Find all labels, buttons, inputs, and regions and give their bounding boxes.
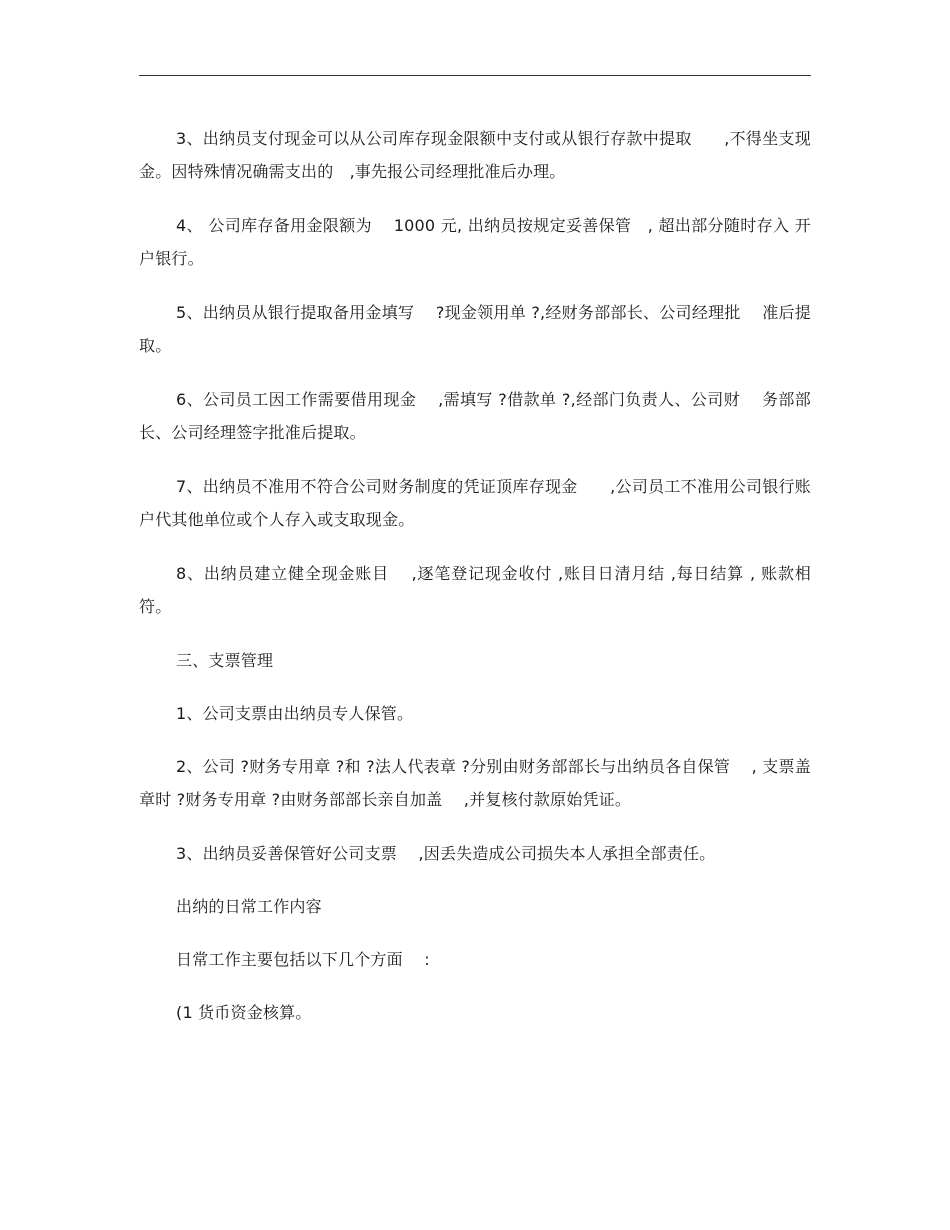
paragraph-withdraw-petty-cash: 5、出纳员从银行提取备用金填写 ?现金领用单 ?,经财务部部长、公司经理批 准后提取。: [139, 303, 811, 355]
paragraph-cash-payment: 3、出纳员支付现金可以从公司库存现金限额中支付或从银行存款中提取 ,不得坐支现金。因特殊情况确需支出的 ,事先报公司经理批准后办理。: [139, 129, 811, 181]
paragraph-check-custody: 1、公司支票由出纳员专人保管。: [176, 704, 414, 723]
header-rule: [139, 75, 811, 76]
paragraph-cash-ledger: 8、出纳员建立健全现金账目 ,逐笔登记现金收付 ,账目日清月结 ,每日结算 , 账款相符。: [139, 564, 811, 616]
section-heading-check-management: 三、支票管理: [176, 651, 274, 670]
paragraph-employee-borrow: 6、公司员工因工作需要借用现金 ,需填写 ?借款单 ?,经部门负责人、公司财 务部部长、公司经理签字批准后提取。: [139, 390, 811, 442]
document-body: [139, 122, 811, 1049]
paragraph-daily-work-intro: 日常工作主要包括以下几个方面 :: [176, 950, 430, 969]
paragraph-prohibited-vouchers: 7、出纳员不准用不符合公司财务制度的凭证顶库存现金 ,公司员工不准用公司银行账户代其他单位或个人存入或支取现金。: [139, 477, 811, 529]
paragraph-check-loss: 3、出纳员妥善保管好公司支票 ,因丢失造成公司损失本人承担全部责任。: [176, 844, 716, 863]
paragraph-petty-cash-limit: 4、 公司库存备用金限额为 1000 元, 出纳员按规定妥善保管 , 超出部分随时存入 开户银行。: [139, 216, 811, 268]
heading-daily-work: 出纳的日常工作内容: [176, 897, 322, 916]
list-item-monetary-funds: (1 货币资金核算。: [176, 1003, 312, 1022]
paragraph-seals-custody: 2、公司 ?财务专用章 ?和 ?法人代表章 ?分别由财务部部长与出纳员各自保管 , 支票盖章时 ?财务专用章 ?由财务部部长亲自加盖 ,并复核付款原始凭证。: [139, 757, 811, 809]
